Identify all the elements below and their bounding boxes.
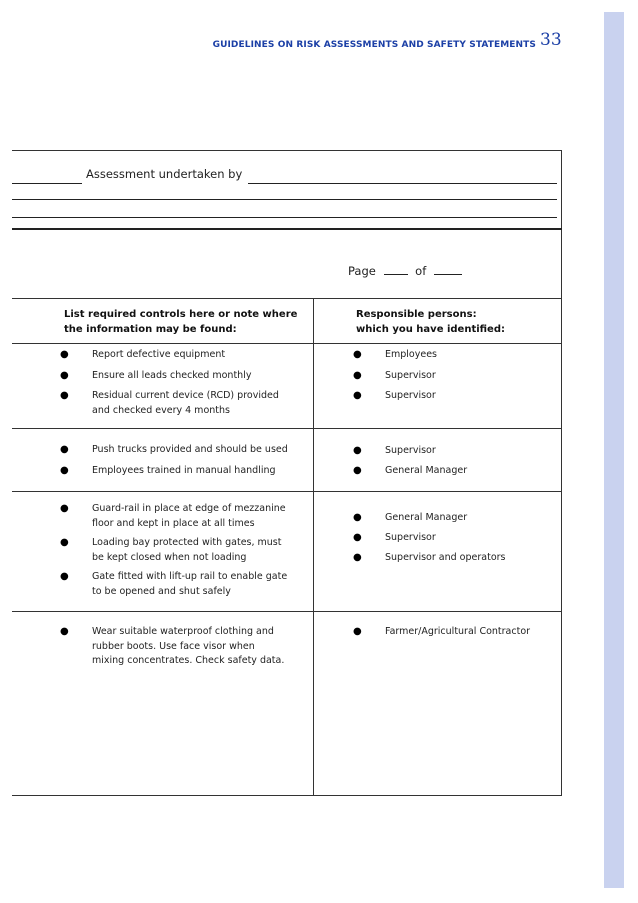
bullet-icon: ● bbox=[60, 571, 69, 582]
bullet-icon: ● bbox=[60, 537, 69, 548]
persons-header-line: which you have identified: bbox=[356, 324, 505, 335]
control-line: Residual current device (RCD) provided bbox=[92, 390, 279, 401]
person-item: Supervisor bbox=[385, 532, 436, 543]
person-item: Supervisor and operators bbox=[385, 552, 506, 563]
control-line: Ensure all leads checked monthly bbox=[92, 370, 252, 381]
control-item bbox=[92, 464, 276, 479]
bullet-icon: ● bbox=[353, 626, 362, 637]
frame-bottom-rule bbox=[12, 795, 562, 796]
table-top-rule bbox=[12, 298, 562, 299]
control-item bbox=[92, 570, 287, 599]
assessor-name-line[interactable] bbox=[248, 183, 557, 184]
bullet-icon: ● bbox=[60, 349, 69, 360]
blank-line-prefix bbox=[12, 183, 82, 184]
control-line: Push trucks provided and should be used bbox=[92, 444, 288, 455]
bullet-icon: ● bbox=[60, 626, 69, 637]
control-item bbox=[92, 443, 288, 458]
control-line: Employees trained in manual handling bbox=[92, 465, 276, 476]
control-item bbox=[92, 625, 284, 669]
blank-line-3[interactable] bbox=[12, 217, 557, 218]
persons-header-line: Responsible persons: bbox=[356, 309, 477, 320]
bullet-icon: ● bbox=[60, 503, 69, 514]
controls-header-line: List required controls here or note where bbox=[64, 309, 298, 320]
total-pages-blank[interactable] bbox=[434, 274, 462, 275]
table-header-rule bbox=[12, 343, 562, 344]
page-label: Page bbox=[348, 264, 376, 278]
person-item: Supervisor bbox=[385, 390, 436, 401]
person-item: Employees bbox=[385, 349, 437, 360]
persons-column-header bbox=[356, 307, 505, 337]
bullet-icon: ● bbox=[353, 552, 362, 563]
bullet-icon: ● bbox=[60, 444, 69, 455]
control-item bbox=[92, 536, 281, 565]
control-line: Guard-rail in place at edge of mezzanine bbox=[92, 503, 286, 514]
control-line: Gate fitted with lift-up rail to enable gate bbox=[92, 571, 288, 582]
control-line: rubber boots. Use face visor when bbox=[92, 640, 255, 652]
control-line: Report defective equipment bbox=[92, 349, 226, 360]
controls-header-line: the information may be found: bbox=[64, 324, 237, 335]
person-item: Farmer/Agricultural Contractor bbox=[385, 626, 531, 637]
sidebar-color-band bbox=[604, 12, 624, 888]
section-rule-1 bbox=[12, 428, 562, 429]
bullet-icon: ● bbox=[353, 370, 362, 381]
person-item: Supervisor bbox=[385, 445, 436, 456]
person-item: General Manager bbox=[385, 465, 468, 476]
bullet-icon: ● bbox=[353, 349, 362, 360]
control-item bbox=[92, 389, 279, 418]
page-number: 33 bbox=[540, 30, 562, 50]
frame-right-border bbox=[561, 150, 562, 796]
running-header bbox=[140, 34, 536, 56]
control-line: Loading bay protected with gates, must bbox=[92, 537, 282, 548]
page-blank[interactable] bbox=[384, 274, 408, 275]
control-line: mixing concentrates. Check safety data. bbox=[92, 655, 285, 666]
control-line: Wear suitable waterproof clothing and bbox=[92, 626, 274, 637]
table-column-divider bbox=[313, 298, 314, 795]
form-double-rule bbox=[12, 228, 562, 230]
bullet-icon: ● bbox=[60, 390, 69, 401]
header-title: GUIDELINES ON RISK ASSESSMENTS AND SAFETY STATEMENTS bbox=[212, 40, 536, 50]
person-item: General Manager bbox=[385, 512, 468, 523]
frame-top-rule bbox=[12, 150, 562, 151]
control-line: be kept closed when not loading bbox=[92, 551, 247, 563]
bullet-icon: ● bbox=[60, 465, 69, 476]
bullet-icon: ● bbox=[353, 465, 362, 476]
bullet-icon: ● bbox=[60, 370, 69, 381]
bullet-icon: ● bbox=[353, 532, 362, 543]
blank-line-2[interactable] bbox=[12, 199, 557, 200]
control-line: to be opened and shut safely bbox=[92, 585, 231, 597]
section-rule-2 bbox=[12, 491, 562, 492]
person-item: Supervisor bbox=[385, 370, 436, 381]
control-line: floor and kept in place at all times bbox=[92, 517, 255, 529]
bullet-icon: ● bbox=[353, 445, 362, 456]
control-item bbox=[92, 369, 251, 384]
controls-column-header bbox=[64, 307, 297, 337]
control-item bbox=[92, 502, 286, 531]
control-item bbox=[92, 348, 225, 363]
of-label: of bbox=[415, 264, 427, 278]
bullet-icon: ● bbox=[353, 512, 362, 523]
page-of-field bbox=[348, 264, 462, 278]
control-line: and checked every 4 months bbox=[92, 404, 230, 416]
section-rule-3 bbox=[12, 611, 562, 612]
assessment-label: Assessment undertaken by bbox=[86, 167, 243, 181]
bullet-icon: ● bbox=[353, 390, 362, 401]
